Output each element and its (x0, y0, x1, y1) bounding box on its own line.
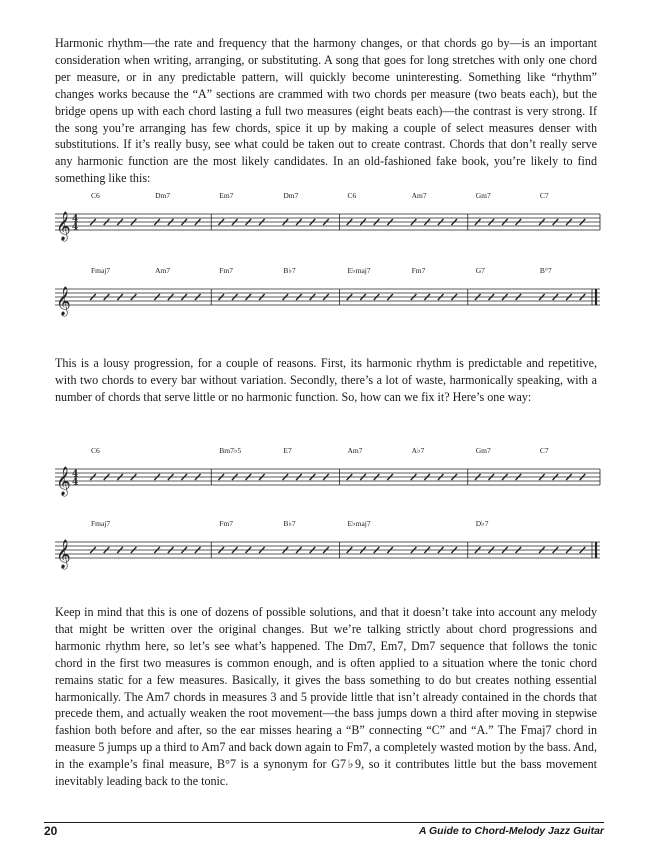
chord-symbol: Fm7 (219, 519, 234, 528)
treble-clef-icon: 𝄞 (56, 466, 71, 495)
staff-svg (55, 518, 600, 573)
time-signature-top: 4 (72, 214, 79, 225)
chord-symbol: C6 (91, 191, 100, 200)
paragraph-harmonic-rhythm: Harmonic rhythm—the rate and frequency that the harmony changes, or that chords go by—is an important consideration when writing, arranging, or substituting. A song that goes for long stretches with only one chord per measure, or in any predictable pattern, will quickly become uninteresting. Something like “rhythm” changes works because the “A” sections are crammed with two chords per measure (two beats each), but the bridge opens up with each chord lasting a full two measures (eight beats each)—the contrast is very strong. If the song you’re arranging has few chords, spice it up by making a couple of select measures denser with substitutions. If it’s really busy, see what could be taken out to create contrast. Chords that don’t really serve any harmonic function are the most likely candidates. In an old-fashioned fake book, you’re likely to find something like this: (55, 36, 597, 186)
chord-symbol: Gm7 (475, 191, 491, 200)
staff-original-line-1 (55, 190, 600, 245)
chord-symbol: Gm7 (475, 446, 491, 455)
chord-symbol: A♭7 (411, 446, 425, 455)
chord-symbol: B♭7 (283, 266, 296, 275)
page-footer (44, 822, 604, 837)
chord-symbol: Fmaj7 (91, 519, 111, 528)
staff-svg (55, 445, 600, 500)
chord-symbol: Dm7 (155, 191, 171, 200)
staff-svg (55, 265, 600, 320)
chord-symbol: E♭maj7 (347, 519, 371, 528)
chord-symbol: Am7 (347, 446, 363, 455)
staff-revised-line-1 (55, 445, 600, 500)
time-signature-bottom: 4 (72, 222, 79, 233)
staff-svg (55, 190, 600, 245)
chord-symbol: G7 (475, 266, 485, 275)
chord-symbol: C6 (347, 191, 357, 200)
chord-symbol: B°7 (539, 266, 552, 275)
chord-symbol: Fm7 (219, 266, 234, 275)
chord-symbol: E♭maj7 (347, 266, 371, 275)
chord-symbol: C7 (539, 191, 549, 200)
chord-symbol: D♭7 (475, 519, 489, 528)
paragraph-explanation: Keep in mind that this is one of dozens of possible solutions, and that it doesn’t take into account any melody that might be written over the original changes. But we’re talking strictly about chord progressions and harmonic rhythm here, so let’s see what’s happened. The Dm7, Em7, Dm7 sequence that follows the tonic chord in the first two measures is common enough, and is often applied to a situation where the tonic chord remains static for a few measures. Basically, it gives the bass something to do but creates nothing essential harmonically. The Am7 chords in measures 3 and 5 provide little that isn’t already contained in the chords that precede them, and actually weaken the root movement—the bass jumps down a third after moving in stepwise fashion both before and after, so the ear misses hearing a “B” connecting “C” and “A.” The Fmaj7 chord in measure 5 jumps up a third to Am7 and back down again to Fm7, a completely wasted motion by the bass. And, in the example’s final measure, B°7 is a synonym for G7♭9, so it contributes little but the bass movement inevitably leading back to the tonic. (55, 605, 597, 789)
chord-symbol: Am7 (155, 266, 171, 275)
chord-symbol: C6 (91, 446, 100, 455)
time-signature-top: 4 (72, 469, 79, 480)
chord-symbol: Am7 (411, 191, 427, 200)
chord-symbol: Fm7 (411, 266, 426, 275)
treble-clef-icon: 𝄞 (56, 211, 71, 240)
chord-symbol: B♭7 (283, 519, 296, 528)
chord-symbol: E7 (283, 446, 292, 455)
time-signature-bottom: 4 (72, 477, 79, 488)
book-title: A Guide to Chord-Melody Jazz Guitar (418, 825, 604, 837)
chord-symbol: Fmaj7 (91, 266, 111, 275)
chord-symbol: C7 (539, 446, 549, 455)
paragraph-lousy-progression: This is a lousy progression, for a couple of reasons. First, its harmonic rhythm is predictable and repetitive, with two chords to every bar without variation. Secondly, there’s a lot of waste, harmonically speaking, with a number of chords that serve little or no harmonic function. So, how can we fix it? Here’s one way: (55, 356, 597, 404)
chord-symbol: Em7 (219, 191, 234, 200)
page-number: 20 (44, 824, 58, 838)
staff-original-line-2 (55, 265, 600, 320)
treble-clef-icon: 𝄞 (56, 286, 71, 315)
staff-revised-line-2 (55, 518, 600, 573)
chord-symbol: Bm7♭5 (219, 446, 242, 455)
treble-clef-icon: 𝄞 (56, 539, 71, 568)
chord-symbol: Dm7 (283, 191, 299, 200)
